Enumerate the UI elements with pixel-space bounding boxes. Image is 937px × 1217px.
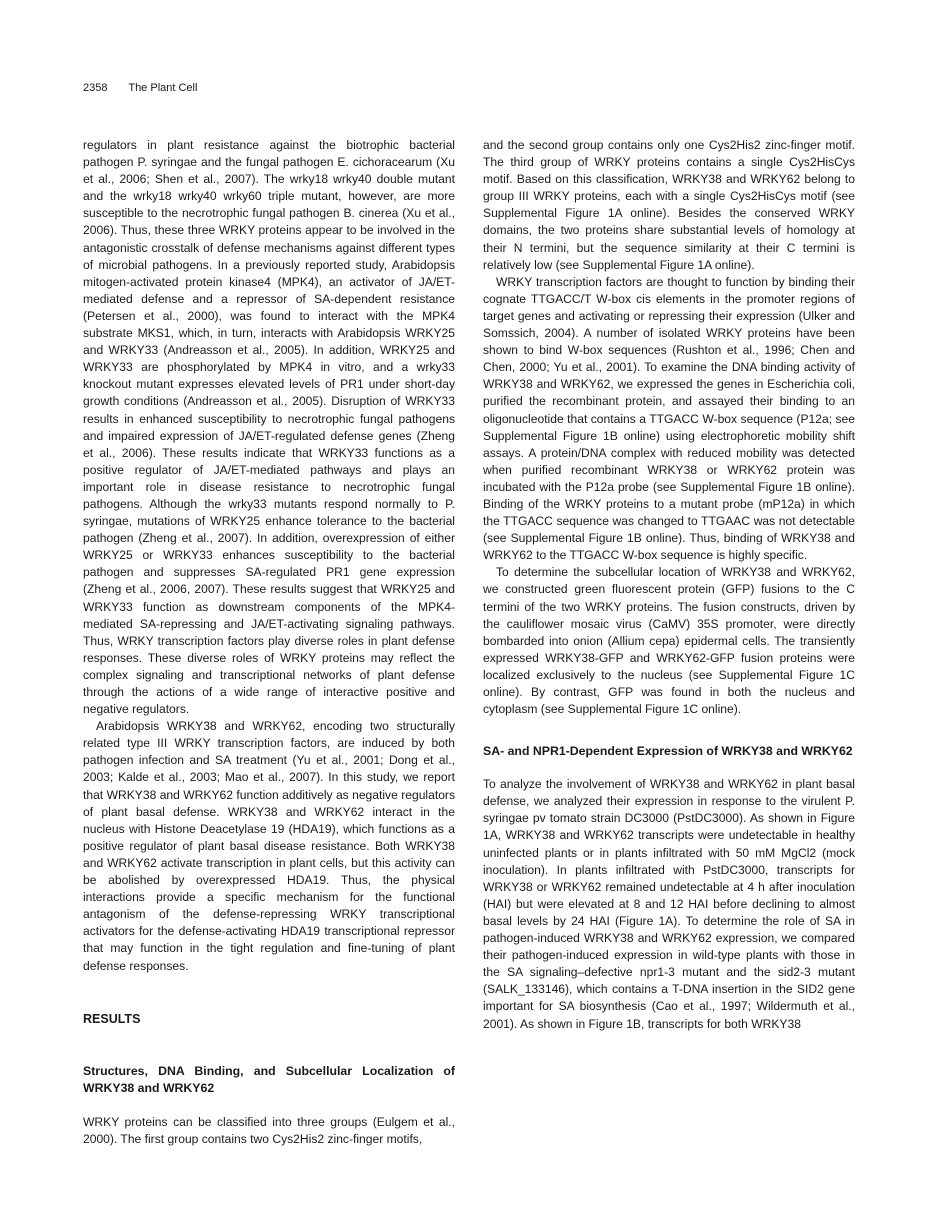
paragraph: WRKY proteins can be classified into three groups (Eulgem et al., 2000). The first group contains two Cys2His2 zinc-finger motifs, <box>83 1114 455 1146</box>
page-number: 2358 <box>83 82 108 94</box>
paragraph: regulators in plant resistance against the biotrophic bacterial pathogen P. syringae and the fungal pathogen E. cichoracearum (Xu et al., 2006; Shen et al., 2007). The wrky18 wrky40 double mutant and the wrky18 wrky40 wrky60 triple mutant, however, are more susceptible to the necrotrophic fungal pathogen B. cinerea (Xu et al., 2006). Thus, these three WRKY proteins appear to be involved in the antagonistic crosstalk of defense mechanisms against different types of microbial pathogens. In a previously reported study, Arabidopsis mitogen-activated protein kinase4 (MPK4), an activator of JA/ET-mediated defense and a repressor of SA-dependent resistance (Petersen et al., 2000), was found to interact with the MPK4 substrate MKS1, which, in turn, interacts with Arabidopsis WRKY25 and WRKY33 (Andreasson et al., 2005). In addition, WRKY25 and WRKY33 are phosphorylated by MPK4 in vitro, and a wrky33 knockout mutant expresses elevated levels of PR1 under short-day growth conditions (Andreasson et al., 2005). Disruption of WRKY33 results in enhanced susceptibility to necrotrophic fungal pathogens and impaired expression of JA/ET-regulated defense genes (Zheng et al., 2006). These results indicate that WRKY33 functions as a positive regulator of JA/ET-mediated pathways and plays an important role in disease resistance to necrotrophic fungal pathogens. Although the wrky33 mutants respond normally to P. syringae, mutations of WRKY25 enhance tolerance to the bacterial pathogen (Zheng et al., 2007). In addition, overexpression of either WRKY25 or WRKY33 enhances susceptibility to the bacterial pathogen and suppresses SA-regulated PR1 gene expression (Zheng et al., 2006, 2007). These results suggest that WRKY25 and WRKY33 function as downstream components of the MPK4-mediated SA-repressing and JA/ET-activating signaling pathways. Thus, WRKY transcription factors play diverse roles in plant defense responses. These diverse roles of WRKY proteins may reflect the complex signaling and transcriptional networks of plant defense through the actions of a wide range of interactive positive and negative regulators. <box>83 138 455 717</box>
paragraph: and the second group contains only one Cys2His2 zinc-finger motif. The third group of WRKY proteins contains a single Cys2HisCys motif. Based on this classification, WRKY38 and WRKY62 belong to group III WRKY proteins, each with a single Cys2HisCys motif (see Supplemental Figure 1A online). Besides the conserved WRKY domains, the two proteins share substantial levels of homology at their N termini, but the sequence similarity at their C termini is relatively low (see Supplemental Figure 1A online). <box>483 138 855 272</box>
page-header <box>83 82 197 94</box>
paragraph: WRKY transcription factors are thought to function by binding their cognate TTGACC/T W-box cis elements in the promoter regions of target genes and activating or repressing their expression (Ulker and Somssich, 2004). A number of isolated WRKY proteins have been shown to bind W-box sequences (Rushton et al., 1996; Chen and Chen, 2000; Yu et al., 2001). To examine the DNA binding activity of WRKY38 and WRKY62, we expressed the genes in Escherichia coli, purified the recombinant protein, and assayed their binding to an oligonucleotide that contains a TTGACC W-box sequence (P12a; see Supplemental Figure 1B online) using electrophoretic mobility shift assays. A protein/DNA complex with reduced mobility was detected when purified recombinant WRKY38 or WRKY62 protein was incubated with the P12a probe (see Supplemental Figure 1B online). Binding of the WRKY proteins to a mutant probe (mP12a) in which the TTGACC sequence was changed to TTGAAC was not detectable (see Supplemental Figure 1B online). Thus, binding of WRKY38 and WRKY62 to the TTGACC W-box sequence is highly specific. <box>483 274 855 563</box>
paragraph: To analyze the involvement of WRKY38 and WRKY62 in plant basal defense, we analyzed their expression in response to the virulent P. syringae pv tomato strain DC3000 (PstDC3000). As shown in Figure 1A, WRKY38 and WRKY62 transcripts were undetectable in healthy uninfected plants or in plants infiltrated with 50 mM MgCl2 (mock inoculation). In plants infiltrated with PstDC3000, transcripts for WRKY38 or WRKY62 remained undetectable at 4 h after inoculation (HAI) but were elevated at 8 and 12 HAI before declining to almost basal levels by 24 HAI (Figure 1A). To determine the role of SA in pathogen-induced WRKY38 and WRKY62 expression, we compared their pathogen-induced expression in wild-type plants with those in the SA signaling–defective npr1-3 mutant and the sid2-3 mutant (SALK_133146), which contains a T-DNA insertion in the SID2 gene important for SA biosynthesis (Cao et al., 1997; Wildermuth et al., 2001). As shown in Figure 1B, transcripts for both WRKY38 <box>483 777 855 1031</box>
subsection-heading: Structures, DNA Binding, and Subcellular Localization of WRKY38 and WRKY62 <box>83 1063 455 1095</box>
paragraph: To determine the subcellular location of WRKY38 and WRKY62, we constructed green fluorescent protein (GFP) fusions to the C termini of the two WRKY proteins. The fusion constructs, driven by the cauliflower mosaic virus (CaMV) 35S promoter, were directly bombarded into onion (Allium cepa) epidermal cells. The transiently expressed WRKY38-GFP and WRKY62-GFP fusion proteins were localized exclusively to the nucleus (see Supplemental Figure 1C online). By contrast, GFP was found in both the nucleus and cytoplasm (see Supplemental Figure 1C online). <box>483 565 855 717</box>
paragraph: Arabidopsis WRKY38 and WRKY62, encoding two structurally related type III WRKY transcription factors, are induced by both pathogen infection and SA treatment (Yu et al., 2001; Dong et al., 2003; Kalde et al., 2003; Mao et al., 2007). In this study, we report that WRKY38 and WRKY62 function additively as negative regulators of plant basal defense. WRKY38 and WRKY62 interact in the nucleus with Histone Deacetylase 19 (HDA19), which functions as a positive regulator of plant basal disease resistance. Both WRKY38 and WRKY62 activate transcription in plant cells, but this activity can be abolished by overexpressed HDA19. Thus, the physical interactions provide a specific mechanism for the functional antagonism of the defense-repressing WRKY transcriptional activators for the defense-activating HDA19 transcriptional repressor that may function in the tight regulation and fine-tuning of plant defense responses. <box>83 719 455 973</box>
section-heading-results: RESULTS <box>83 1011 141 1026</box>
journal-name: The Plant Cell <box>128 82 198 94</box>
left-column <box>83 137 455 1148</box>
subsection-heading: SA- and NPR1-Dependent Expression of WRKY38 and WRKY62 <box>483 744 853 759</box>
right-column <box>483 137 855 1033</box>
